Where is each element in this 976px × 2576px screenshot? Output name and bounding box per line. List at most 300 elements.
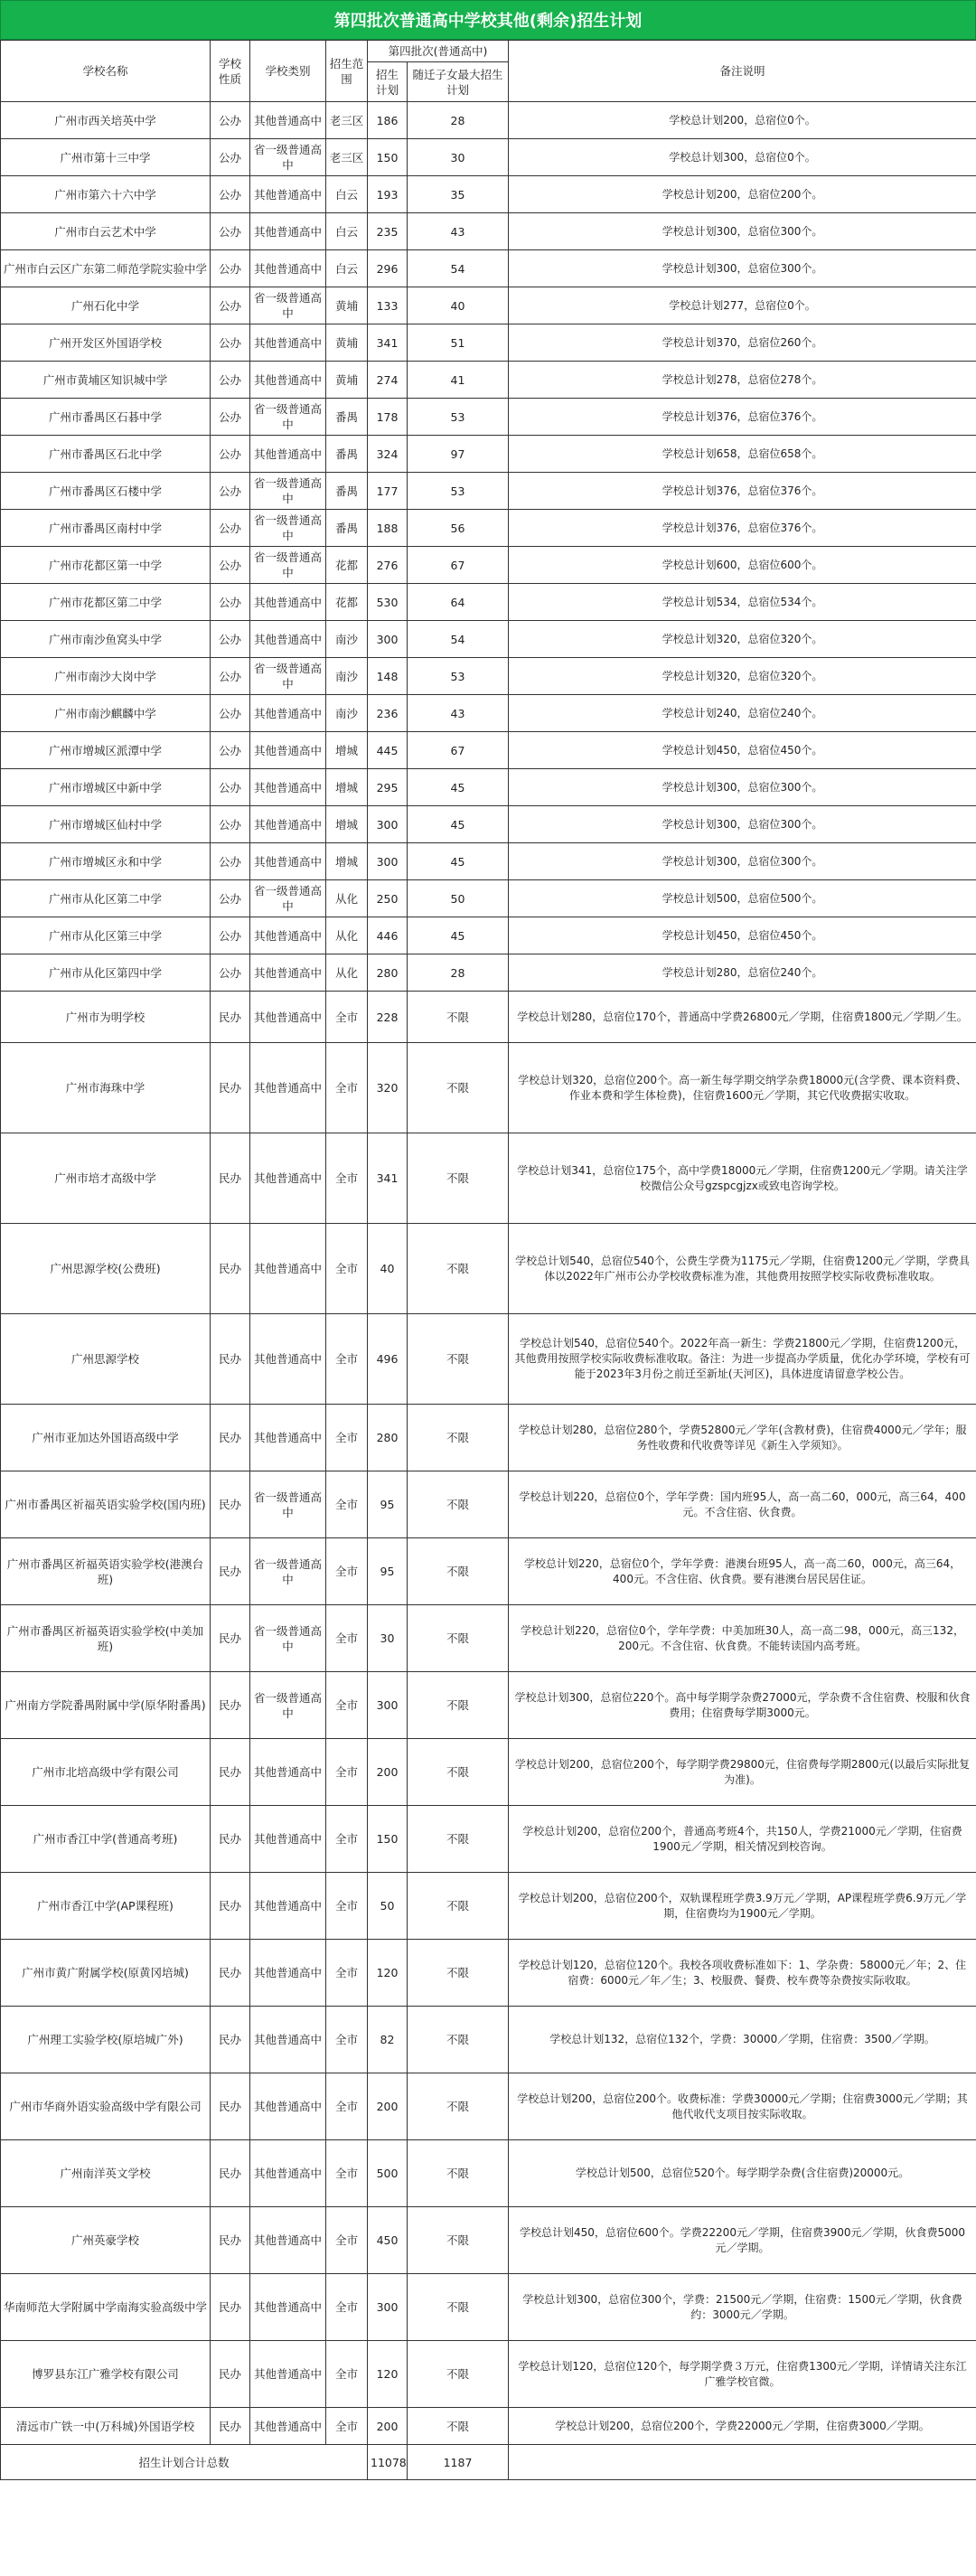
cell-nature: 民办 xyxy=(211,1471,250,1538)
cell-range: 增城 xyxy=(326,732,368,769)
cell-range: 全市 xyxy=(326,1043,368,1133)
cell-type: 其他普通高中 xyxy=(250,769,326,806)
cell-type: 省一级普通高中 xyxy=(250,139,326,176)
cell-nature: 公办 xyxy=(211,399,250,436)
cell-note: 学校总计划376，总宿位376个。 xyxy=(509,510,976,547)
cell-type: 其他普通高中 xyxy=(250,843,326,880)
cell-plan: 95 xyxy=(368,1538,408,1605)
cell-range: 全市 xyxy=(326,1739,368,1806)
cell-type: 省一级普通高中 xyxy=(250,473,326,510)
cell-range: 全市 xyxy=(326,2341,368,2408)
cell-nature: 公办 xyxy=(211,806,250,843)
cell-nature: 公办 xyxy=(211,954,250,992)
cell-note: 学校总计划200，总宿位200个。收费标准：学费30000元／学期；住宿费3000元／学期；其他代收代支项目按实际收取。 xyxy=(509,2073,976,2140)
cell-school: 广州市番禺区祈福英语实验学校(中美加班) xyxy=(1,1605,211,1672)
total-plan: 11078 xyxy=(368,2445,408,2480)
cell-note: 学校总计划534，总宿位534个。 xyxy=(509,584,976,621)
page-title: 第四批次普通高中学校其他(剩余)招生计划 xyxy=(0,0,976,40)
cell-school: 博罗县东江广雅学校有限公司 xyxy=(1,2341,211,2408)
table-row xyxy=(1,769,976,806)
cell-type: 其他普通高中 xyxy=(250,2408,326,2445)
cell-migrant: 不限 xyxy=(408,1739,509,1806)
table-row xyxy=(1,1672,976,1739)
cell-type: 其他普通高中 xyxy=(250,436,326,473)
admission-plan-table xyxy=(0,40,976,2480)
cell-school: 广州市增城区中新中学 xyxy=(1,769,211,806)
table-row xyxy=(1,880,976,917)
cell-range: 从化 xyxy=(326,917,368,954)
cell-range: 全市 xyxy=(326,2140,368,2207)
cell-type: 其他普通高中 xyxy=(250,2073,326,2140)
cell-nature: 民办 xyxy=(211,2274,250,2341)
cell-school: 广州市黄广附属学校(原黄冈培城) xyxy=(1,1940,211,2007)
cell-plan: 120 xyxy=(368,1940,408,2007)
cell-migrant: 不限 xyxy=(408,1806,509,1873)
table-header xyxy=(1,41,976,102)
cell-plan: 445 xyxy=(368,732,408,769)
cell-nature: 公办 xyxy=(211,769,250,806)
cell-plan: 274 xyxy=(368,362,408,399)
cell-note: 学校总计划220，总宿位0个，学年学费：港澳台班95人，高一高二60，000元，高三64，400元。不含住宿、伙食费。要有港澳台居民居住证。 xyxy=(509,1538,976,1605)
cell-note: 学校总计划200，总宿位200个，学费22000元／学期，住宿费3000／学期。 xyxy=(509,2408,976,2445)
cell-note: 学校总计划300，总宿位300个。 xyxy=(509,213,976,250)
cell-type: 其他普通高中 xyxy=(250,1806,326,1873)
cell-range: 全市 xyxy=(326,2073,368,2140)
cell-migrant: 不限 xyxy=(408,1133,509,1224)
header-range: 招生范围 xyxy=(326,41,368,102)
cell-migrant: 35 xyxy=(408,176,509,213)
table-row xyxy=(1,1043,976,1133)
cell-migrant: 不限 xyxy=(408,2140,509,2207)
table-row xyxy=(1,843,976,880)
cell-migrant: 41 xyxy=(408,362,509,399)
cell-plan: 450 xyxy=(368,2207,408,2274)
cell-type: 其他普通高中 xyxy=(250,176,326,213)
header-migrant: 随迁子女最大招生计划 xyxy=(408,62,509,102)
cell-nature: 民办 xyxy=(211,1043,250,1133)
cell-migrant: 不限 xyxy=(408,1043,509,1133)
cell-school: 广州市南沙鱼窝头中学 xyxy=(1,621,211,658)
cell-note: 学校总计划540，总宿位540个。2022年高一新生：学费21800元／学期，住宿费1200元，其他费用按照学校实际收费标准收取。备注：为进一步提高办学质量，优化办学环境，学校有可能于2023年3月份之前迁至新址(天河区)，具体进度请留意学校公告。 xyxy=(509,1314,976,1405)
total-migrant: 1187 xyxy=(408,2445,509,2480)
cell-school: 广州市南沙大岗中学 xyxy=(1,658,211,695)
cell-school: 广州市番禺区石北中学 xyxy=(1,436,211,473)
cell-nature: 公办 xyxy=(211,324,250,362)
cell-plan: 341 xyxy=(368,1133,408,1224)
cell-plan: 200 xyxy=(368,2408,408,2445)
cell-migrant: 53 xyxy=(408,473,509,510)
cell-school: 广州市番禺区石楼中学 xyxy=(1,473,211,510)
cell-migrant: 45 xyxy=(408,769,509,806)
cell-migrant: 97 xyxy=(408,436,509,473)
cell-plan: 82 xyxy=(368,2007,408,2073)
cell-note: 学校总计划300，总宿位300个。 xyxy=(509,843,976,880)
cell-school: 广州南方学院番禺附属中学(原华附番禺) xyxy=(1,1672,211,1739)
cell-nature: 公办 xyxy=(211,510,250,547)
cell-type: 其他普通高中 xyxy=(250,695,326,732)
cell-school: 广州市番禺区祈福英语实验学校(国内班) xyxy=(1,1471,211,1538)
cell-type: 其他普通高中 xyxy=(250,584,326,621)
cell-plan: 193 xyxy=(368,176,408,213)
cell-nature: 公办 xyxy=(211,176,250,213)
cell-range: 全市 xyxy=(326,2408,368,2445)
cell-note: 学校总计划280，总宿位280个，学费52800元／学年(含教材费)，住宿费4000元／学年；服务性收费和代收费等详见《新生入学须知》。 xyxy=(509,1405,976,1471)
cell-note: 学校总计划320，总宿位320个。 xyxy=(509,658,976,695)
cell-range: 全市 xyxy=(326,992,368,1043)
cell-range: 番禺 xyxy=(326,436,368,473)
cell-school: 广州市第六十六中学 xyxy=(1,176,211,213)
cell-school: 广州市增城区派潭中学 xyxy=(1,732,211,769)
table-row xyxy=(1,917,976,954)
cell-school: 广州市番禺区南村中学 xyxy=(1,510,211,547)
cell-nature: 民办 xyxy=(211,2408,250,2445)
cell-range: 从化 xyxy=(326,954,368,992)
cell-migrant: 不限 xyxy=(408,1405,509,1471)
cell-range: 白云 xyxy=(326,176,368,213)
cell-migrant: 不限 xyxy=(408,1672,509,1739)
table-row xyxy=(1,1405,976,1471)
cell-plan: 296 xyxy=(368,250,408,287)
cell-nature: 民办 xyxy=(211,2073,250,2140)
cell-plan: 500 xyxy=(368,2140,408,2207)
cell-school: 广州思源学校(公费班) xyxy=(1,1224,211,1314)
cell-nature: 公办 xyxy=(211,362,250,399)
table-row xyxy=(1,584,976,621)
cell-nature: 公办 xyxy=(211,584,250,621)
cell-range: 南沙 xyxy=(326,658,368,695)
cell-note: 学校总计划500，总宿位500个。 xyxy=(509,880,976,917)
cell-type: 其他普通高中 xyxy=(250,1739,326,1806)
cell-type: 其他普通高中 xyxy=(250,2007,326,2073)
cell-range: 老三区 xyxy=(326,139,368,176)
cell-note: 学校总计划132，总宿位132个，学费：30000／学期，住宿费：3500／学期。 xyxy=(509,2007,976,2073)
table-row xyxy=(1,1471,976,1538)
cell-note: 学校总计划540，总宿位540个，公费生学费为1175元／学期，住宿费1200元／学期，学费具体以2022年广州市公办学校收费标准为准，其他费用按照学校实际收费标准收取。 xyxy=(509,1224,976,1314)
cell-type: 其他普通高中 xyxy=(250,917,326,954)
cell-note: 学校总计划320，总宿位200个。高一新生每学期交纳学杂费18000元(含学费、课本资料费、作业本费和学生体检费)，住宿费1600元／学期，其它代收费据实收取。 xyxy=(509,1043,976,1133)
cell-nature: 公办 xyxy=(211,843,250,880)
cell-migrant: 54 xyxy=(408,250,509,287)
cell-note: 学校总计划120，总宿位120个，每学期学费３万元，住宿费1300元／学期，详情请关注东江广雅学校官微。 xyxy=(509,2341,976,2408)
cell-range: 全市 xyxy=(326,1133,368,1224)
total-row xyxy=(1,2445,976,2480)
cell-range: 全市 xyxy=(326,2207,368,2274)
cell-nature: 公办 xyxy=(211,287,250,324)
cell-type: 省一级普通高中 xyxy=(250,1471,326,1538)
cell-type: 省一级普通高中 xyxy=(250,880,326,917)
cell-plan: 300 xyxy=(368,2274,408,2341)
cell-migrant: 53 xyxy=(408,399,509,436)
cell-range: 全市 xyxy=(326,2007,368,2073)
cell-plan: 300 xyxy=(368,843,408,880)
table-row xyxy=(1,2140,976,2207)
table-row xyxy=(1,510,976,547)
cell-note: 学校总计划220，总宿位0个，学年学费：中美加班30人，高一高二98，000元，高三132，200元。不含住宿、伙食费。不能转读国内高考班。 xyxy=(509,1605,976,1672)
cell-school: 广州市华商外语实验高级中学有限公司 xyxy=(1,2073,211,2140)
cell-range: 花都 xyxy=(326,547,368,584)
cell-migrant: 不限 xyxy=(408,992,509,1043)
cell-type: 省一级普通高中 xyxy=(250,658,326,695)
cell-note: 学校总计划300，总宿位0个。 xyxy=(509,139,976,176)
cell-school: 广州市亚加达外国语高级中学 xyxy=(1,1405,211,1471)
cell-range: 黄埔 xyxy=(326,362,368,399)
cell-nature: 公办 xyxy=(211,547,250,584)
cell-nature: 民办 xyxy=(211,1739,250,1806)
cell-plan: 30 xyxy=(368,1605,408,1672)
cell-nature: 公办 xyxy=(211,732,250,769)
cell-note: 学校总计划240，总宿位240个。 xyxy=(509,695,976,732)
header-plan: 招生计划 xyxy=(368,62,408,102)
table-row xyxy=(1,1806,976,1873)
table-row xyxy=(1,547,976,584)
cell-school: 广州理工实验学校(原培城广外) xyxy=(1,2007,211,2073)
cell-note: 学校总计划658，总宿位658个。 xyxy=(509,436,976,473)
cell-range: 全市 xyxy=(326,1873,368,1940)
cell-note: 学校总计划376，总宿位376个。 xyxy=(509,399,976,436)
cell-note: 学校总计划120，总宿位120个。我校各项收费标准如下：1、学杂费：58000元／年；2、住宿费：6000元／年／生；3、校服费、餐费、校车费等杂费按实际收取。 xyxy=(509,1940,976,2007)
cell-migrant: 64 xyxy=(408,584,509,621)
cell-migrant: 30 xyxy=(408,139,509,176)
cell-migrant: 不限 xyxy=(408,2274,509,2341)
cell-school: 广州市白云区广东第二师范学院实验中学 xyxy=(1,250,211,287)
cell-range: 番禺 xyxy=(326,473,368,510)
table-row xyxy=(1,954,976,992)
cell-type: 其他普通高中 xyxy=(250,102,326,139)
cell-migrant: 53 xyxy=(408,658,509,695)
cell-migrant: 45 xyxy=(408,917,509,954)
cell-migrant: 45 xyxy=(408,843,509,880)
cell-plan: 50 xyxy=(368,1873,408,1940)
table-row xyxy=(1,213,976,250)
cell-school: 广州市增城区仙村中学 xyxy=(1,806,211,843)
cell-plan: 300 xyxy=(368,806,408,843)
cell-type: 其他普通高中 xyxy=(250,954,326,992)
cell-school: 广州市香江中学(AP课程班) xyxy=(1,1873,211,1940)
table-row xyxy=(1,806,976,843)
cell-range: 增城 xyxy=(326,769,368,806)
cell-migrant: 不限 xyxy=(408,1873,509,1940)
cell-migrant: 40 xyxy=(408,287,509,324)
table-body xyxy=(1,102,976,2445)
table-row xyxy=(1,139,976,176)
cell-nature: 民办 xyxy=(211,2341,250,2408)
cell-plan: 120 xyxy=(368,2341,408,2408)
cell-migrant: 不限 xyxy=(408,1224,509,1314)
cell-nature: 公办 xyxy=(211,621,250,658)
table-row xyxy=(1,176,976,213)
cell-plan: 133 xyxy=(368,287,408,324)
cell-school: 广州市为明学校 xyxy=(1,992,211,1043)
cell-migrant: 不限 xyxy=(408,1471,509,1538)
table-row xyxy=(1,1739,976,1806)
cell-note: 学校总计划341，总宿位175个，高中学费18000元／学期，住宿费1200元／学期。请关注学校微信公众号gzspcgjzx或致电咨询学校。 xyxy=(509,1133,976,1224)
cell-migrant: 不限 xyxy=(408,2007,509,2073)
cell-migrant: 不限 xyxy=(408,1940,509,2007)
table-row xyxy=(1,1940,976,2007)
cell-range: 番禺 xyxy=(326,510,368,547)
cell-school: 广州市西关培英中学 xyxy=(1,102,211,139)
cell-plan: 250 xyxy=(368,880,408,917)
cell-type: 其他普通高中 xyxy=(250,2341,326,2408)
cell-migrant: 不限 xyxy=(408,2341,509,2408)
cell-plan: 178 xyxy=(368,399,408,436)
cell-note: 学校总计划600，总宿位600个。 xyxy=(509,547,976,584)
cell-note: 学校总计划200，总宿位200个，双轨课程班学费3.9万元／学期，AP课程班学费6.9万元／学期，住宿费均为1900元／学期。 xyxy=(509,1873,976,1940)
cell-school: 广州市从化区第三中学 xyxy=(1,917,211,954)
table-row xyxy=(1,1224,976,1314)
cell-type: 其他普通高中 xyxy=(250,1314,326,1405)
cell-plan: 446 xyxy=(368,917,408,954)
cell-note: 学校总计划376，总宿位376个。 xyxy=(509,473,976,510)
cell-type: 省一级普通高中 xyxy=(250,399,326,436)
cell-range: 从化 xyxy=(326,880,368,917)
cell-type: 其他普通高中 xyxy=(250,1940,326,2007)
cell-school: 广州市增城区永和中学 xyxy=(1,843,211,880)
cell-migrant: 43 xyxy=(408,695,509,732)
cell-migrant: 50 xyxy=(408,880,509,917)
cell-type: 其他普通高中 xyxy=(250,1405,326,1471)
cell-migrant: 不限 xyxy=(408,1538,509,1605)
cell-range: 全市 xyxy=(326,1471,368,1538)
cell-nature: 公办 xyxy=(211,880,250,917)
cell-note: 学校总计划280，总宿位240个。 xyxy=(509,954,976,992)
cell-migrant: 45 xyxy=(408,806,509,843)
cell-plan: 235 xyxy=(368,213,408,250)
cell-range: 白云 xyxy=(326,213,368,250)
cell-range: 全市 xyxy=(326,1314,368,1405)
cell-school: 广州市花都区第一中学 xyxy=(1,547,211,584)
cell-plan: 188 xyxy=(368,510,408,547)
table-row xyxy=(1,992,976,1043)
cell-plan: 95 xyxy=(368,1471,408,1538)
cell-migrant: 不限 xyxy=(408,2207,509,2274)
cell-type: 其他普通高中 xyxy=(250,1873,326,1940)
cell-range: 全市 xyxy=(326,1672,368,1739)
header-nature: 学校性质 xyxy=(211,41,250,102)
cell-range: 全市 xyxy=(326,1538,368,1605)
table-row xyxy=(1,732,976,769)
cell-type: 其他普通高中 xyxy=(250,2274,326,2341)
cell-type: 其他普通高中 xyxy=(250,362,326,399)
cell-range: 黄埔 xyxy=(326,287,368,324)
cell-note: 学校总计划370，总宿位260个。 xyxy=(509,324,976,362)
cell-school: 广州市培才高级中学 xyxy=(1,1133,211,1224)
cell-range: 全市 xyxy=(326,1940,368,2007)
header-group: 第四批次(普通高中) xyxy=(368,41,509,62)
cell-type: 其他普通高中 xyxy=(250,213,326,250)
table-row xyxy=(1,1873,976,1940)
total-note xyxy=(509,2445,976,2480)
cell-migrant: 67 xyxy=(408,547,509,584)
cell-type: 省一级普通高中 xyxy=(250,1538,326,1605)
table-row xyxy=(1,324,976,362)
table-row xyxy=(1,1314,976,1405)
cell-note: 学校总计划300，总宿位300个，学费：21500元／学期，住宿费：1500元／学期，伙食费约：3000元／学期。 xyxy=(509,2274,976,2341)
cell-school: 广州市番禺区祈福英语实验学校(港澳台班) xyxy=(1,1538,211,1605)
cell-plan: 300 xyxy=(368,621,408,658)
cell-school: 清远市广铁一中(万科城)外国语学校 xyxy=(1,2408,211,2445)
cell-plan: 200 xyxy=(368,1739,408,1806)
cell-type: 省一级普通高中 xyxy=(250,1605,326,1672)
cell-migrant: 28 xyxy=(408,102,509,139)
table-row xyxy=(1,102,976,139)
cell-school: 广州南洋英文学校 xyxy=(1,2140,211,2207)
cell-type: 其他普通高中 xyxy=(250,1224,326,1314)
table-row xyxy=(1,1538,976,1605)
cell-school: 广州市黄埔区知识城中学 xyxy=(1,362,211,399)
cell-school: 广州市南沙麒麟中学 xyxy=(1,695,211,732)
cell-note: 学校总计划300，总宿位300个。 xyxy=(509,769,976,806)
table-row xyxy=(1,2073,976,2140)
cell-school: 广州市花都区第二中学 xyxy=(1,584,211,621)
cell-migrant: 不限 xyxy=(408,2073,509,2140)
table-row xyxy=(1,2274,976,2341)
cell-note: 学校总计划300，总宿位300个。 xyxy=(509,250,976,287)
cell-note: 学校总计划200，总宿位200个，每学期学费29800元，住宿费每学期2800元(以最后实际批复为准)。 xyxy=(509,1739,976,1806)
cell-type: 其他普通高中 xyxy=(250,2140,326,2207)
header-school: 学校名称 xyxy=(1,41,211,102)
cell-range: 黄埔 xyxy=(326,324,368,362)
table-row xyxy=(1,250,976,287)
cell-migrant: 43 xyxy=(408,213,509,250)
cell-nature: 公办 xyxy=(211,695,250,732)
cell-note: 学校总计划450，总宿位600个。学费22200元／学期，住宿费3900元／学期，伙食费5000元／学期。 xyxy=(509,2207,976,2274)
cell-school: 广州市香江中学(普通高考班) xyxy=(1,1806,211,1873)
cell-nature: 公办 xyxy=(211,213,250,250)
cell-type: 省一级普通高中 xyxy=(250,287,326,324)
cell-type: 其他普通高中 xyxy=(250,1133,326,1224)
cell-range: 南沙 xyxy=(326,621,368,658)
cell-note: 学校总计划200，总宿位200个，普通高考班4个，共150人，学费21000元／学期，住宿费1900元／学期，相关情况到校咨询。 xyxy=(509,1806,976,1873)
cell-note: 学校总计划277，总宿位0个。 xyxy=(509,287,976,324)
cell-type: 其他普通高中 xyxy=(250,2207,326,2274)
table-row xyxy=(1,362,976,399)
cell-migrant: 54 xyxy=(408,621,509,658)
cell-plan: 300 xyxy=(368,1672,408,1739)
cell-nature: 民办 xyxy=(211,1806,250,1873)
header-type: 学校类别 xyxy=(250,41,326,102)
cell-note: 学校总计划200，总宿位200个。 xyxy=(509,176,976,213)
cell-school: 华南师范大学附属中学南海实验高级中学 xyxy=(1,2274,211,2341)
cell-note: 学校总计划500，总宿位520个。每学期学杂费(含住宿费)20000元。 xyxy=(509,2140,976,2207)
cell-type: 其他普通高中 xyxy=(250,250,326,287)
cell-nature: 民办 xyxy=(211,1224,250,1314)
cell-type: 其他普通高中 xyxy=(250,732,326,769)
cell-note: 学校总计划220，总宿位0个，学年学费：国内班95人，高一高二60，000元，高三64，400元。不含住宿、伙食费。 xyxy=(509,1471,976,1538)
cell-migrant: 51 xyxy=(408,324,509,362)
cell-nature: 民办 xyxy=(211,2207,250,2274)
table-row xyxy=(1,2408,976,2445)
cell-type: 其他普通高中 xyxy=(250,324,326,362)
cell-nature: 公办 xyxy=(211,250,250,287)
cell-nature: 民办 xyxy=(211,2140,250,2207)
cell-school: 广州市北培高级中学有限公司 xyxy=(1,1739,211,1806)
cell-note: 学校总计划450，总宿位450个。 xyxy=(509,732,976,769)
cell-range: 老三区 xyxy=(326,102,368,139)
cell-plan: 150 xyxy=(368,139,408,176)
cell-nature: 公办 xyxy=(211,436,250,473)
table-row xyxy=(1,658,976,695)
cell-nature: 民办 xyxy=(211,1538,250,1605)
table-row xyxy=(1,473,976,510)
cell-plan: 324 xyxy=(368,436,408,473)
table-row xyxy=(1,1605,976,1672)
cell-plan: 200 xyxy=(368,2073,408,2140)
cell-range: 全市 xyxy=(326,1405,368,1471)
cell-type: 其他普通高中 xyxy=(250,992,326,1043)
cell-nature: 民办 xyxy=(211,1672,250,1739)
cell-migrant: 不限 xyxy=(408,1605,509,1672)
